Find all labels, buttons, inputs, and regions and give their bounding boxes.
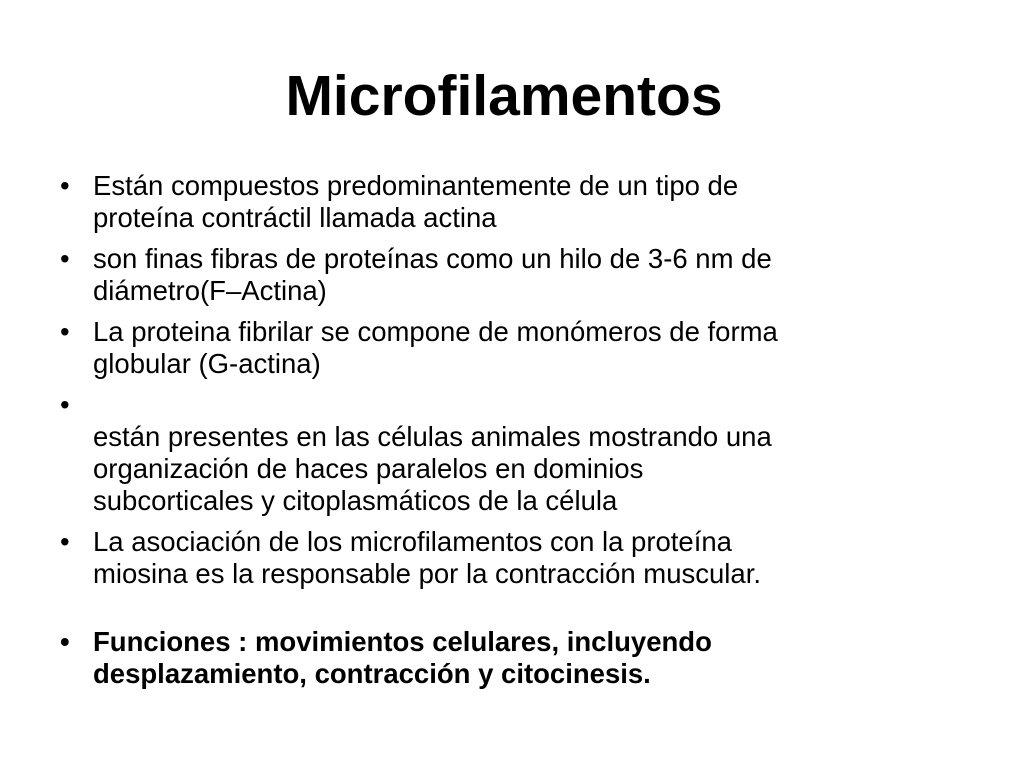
bullet-line: globular (G-actina) [93,348,321,379]
bullet-line: La asociación de los microfilamentos con la proteína [93,526,732,557]
bullet-dot-icon: • [60,316,70,347]
bullet-list [60,170,960,699]
bullet-text [93,389,960,517]
bullet-line: diámetro(F–Actina) [93,275,327,306]
bullet-text [93,243,960,307]
bullet-item [60,316,960,380]
bullet-text [93,526,960,590]
bullet-dot-icon: • [60,626,70,657]
bullet-item [60,389,960,517]
bullet-dot-icon: • [60,243,70,274]
bullet-text [93,170,960,234]
bullet-dot-icon: • [60,170,70,201]
bullet-line: son finas fibras de proteínas como un hilo de 3-6 nm de [93,243,772,274]
bullet-item [60,243,960,307]
bullet-dot-icon: • [60,389,70,420]
bullet-line: La proteina fibrilar se compone de monómeros de forma [93,316,778,347]
bullet-dot-icon: • [60,526,70,557]
bullet-text [93,626,960,690]
bullet-line: están presentes en las células animales mostrando una [93,421,772,452]
bullet-line: Funciones : movimientos celulares, incluyendo [93,626,712,657]
bullet-line: desplazamiento, contracción y citocinesis. [93,658,651,689]
bullet-line: subcorticales y citoplasmáticos de la célula [93,485,618,516]
bullet-line: miosina es la responsable por la contracción muscular. [93,558,761,589]
bullet-item [60,526,960,590]
bullet-text [93,316,960,380]
slide-title: Microfilamentos [285,64,723,128]
bullet-line: Están compuestos predominantemente de un tipo de [93,170,739,201]
bullet-item-functions [60,626,960,690]
bullet-line: proteína contráctil llamada actina [93,202,497,233]
bullet-line: organización de haces paralelos en dominios [93,453,644,484]
bullet-item [60,170,960,234]
